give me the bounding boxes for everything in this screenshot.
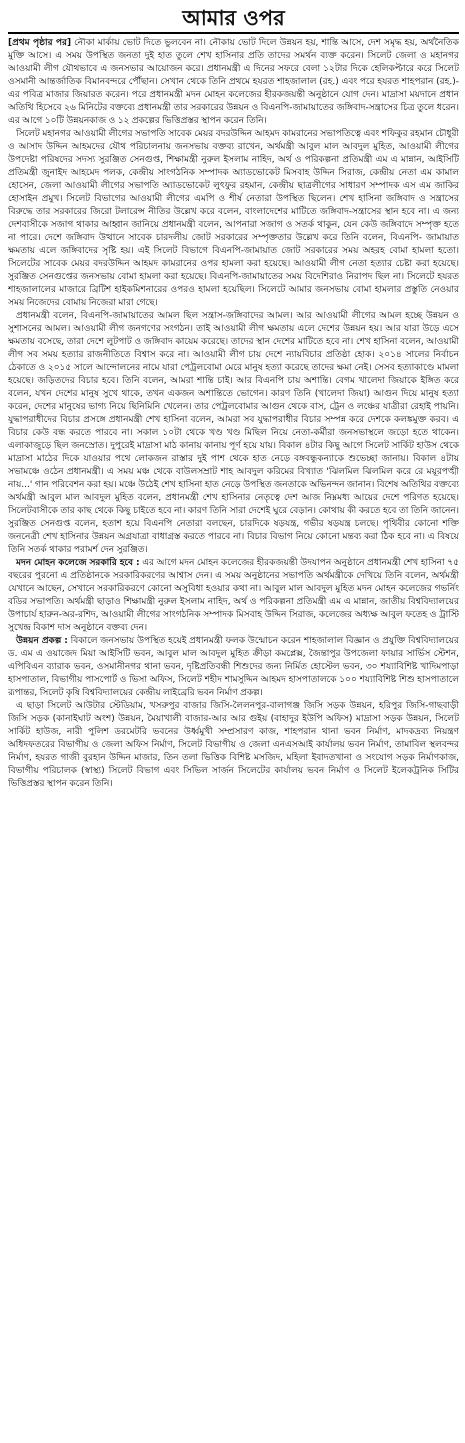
madan-text: এর আগে মদন মোহন কলেজের হীরকজয়ন্তী উদযাপন অনুষ্ঠানে প্রধানমন্ত্রী শেখ হাসিনা ৭৫ বছরের পুরনো এ প্রতিষ্ঠানকে সরকারিকরণের আশ্বাস দেন। এ সময় অনুষ্ঠানের সভাপতি অর্থমন্ত্রীকে দেখিয়ে তিনি বলেন, অর্থমন্ত্রী যেখানে আছেন, সেখানে সরকারিকরণে কোনো অসুবিধা হওয়ার কথা না। আবুল মাল আবদুল মুহিত মদন মোহন কলেজের গভর্নিং বডির সভাপতি। অর্থমন্ত্রী ছাড়াও শিক্ষামন্ত্রী নুরুল ইসলাম নাহিদ, অর্থ ও পরিকল্পনা প্রতিমন্ত্রী এম এ মান্নান, জাতীয় বিশ্ববিদ্যালয়ের উপাচার্য হারুন-অর-রশিদ, আওয়ামী লীগের সাংগঠনিক সম্পাদক মিসবাহ উদ্দিন সিরাজ, কলেজের অধ্যক্ষ আবুল ফতেহ ও ট্রাস্টি সুখেন্দ্র বিকাশ দাস অনুষ্ঠানে বক্তব্য দেন। <box>8 558 459 633</box>
projects-section <box>8 635 459 700</box>
madan-section <box>8 557 459 635</box>
paragraph-3: প্রধানমন্ত্রী বলেন, বিএনপি-জামায়াতের আমল ছিল সন্ত্রাস-জঙ্গিবাদের আমল। আর আওয়ামী লীগের আমল হচ্ছে উন্নয়ন ও সুশাসনের আমল। আওয়ামী লীগ জনগণের সংগঠন। তাই আওয়ামী লীগ ক্ষমতায় এলে দেশের উন্নয়ন হয়। আর যারা উড়ে এসে ক্ষমতায় বসেছে, তারা দেশে লুটপাট ও জঙ্গিবাদ কায়েম করেছে। তাদের স্থান দেশের মাটিতে হবে না। শেখ হাসিনা বলেন, আওয়ামী লীগ সব সময় হত্যার রাজনীতিতে বিশ্বাস করে না। আওয়ামী লীগ চায় দেশে ন্যায়বিচার প্রতিষ্ঠা হোক। ২০১৪ সালের নির্বাচন ঠেকাতে ও ২০১৫ সালে আন্দোলনের নামে যারা পেট্রলবোমা মেরে মানুষ হত্যা করেছে তাদের ক্ষমা নেই। সেসব হত্যাকাণ্ডে মামলা হয়েছে। জড়িতদের বিচার হবে। তিনি বলেন, আমরা শান্তি চাই। আর বিএনপি চায় অশান্তি। বেগম খালেদা জিয়াকে ইঙ্গিত করে বলেন, যখন দেশের মানুষ সুখে থাকে, তখন একজন অশান্তিতে ভোগেন। কারণ তিনি (খালেদা জিয়া) আগুন দিয়ে মানুষ হত্যা করেন, দেশের মানুষের ভাগ্য নিয়ে ছিনিমিনি খেলেন। তার পেট্রলবোমার আগুন থেকে বাস, ট্রেন ও লঞ্চের যাত্রীরা রেহাই পায়নি। যুদ্ধাপরাধীদের বিচার প্রসঙ্গে প্রধানমন্ত্রী শেখ হাসিনা বলেন, আমরা সব যুদ্ধাপরাধীর বিচার সম্পন্ন করে দেশকে কলঙ্কমুক্ত করব। এ বিচার কেউ বন্ধ করতে পারবে না। সকাল ১০টা থেকে খণ্ড খণ্ড মিছিল নিয়ে নেতা-কর্মীরা জনসভাস্থলে জড়ো হতে থাকেন। এলাকাজুড়ে ছিল জনস্রোত। দুপুরেই মাদ্রাসা মাঠ কানায় কানায় পূর্ণ হয়ে যায়। বিকাল ৪টার কিছু আগে সিলেট সার্কিট হাউস থেকে মাদ্রাসা মাঠের দিকে যাওয়ার পথে লোকজন রাস্তার দুই পাশ থেকে হাত নেড়ে বঙ্গবন্ধুকন্যাকে শুভেচ্ছা জানায়। বিকাল ৪টায় সভামঞ্চে ওঠেন প্রধানমন্ত্রী। এ সময় মঞ্চ থেকে বাউলসম্রাট শাহ আবদুল করিমের বিখ্যাত 'ঝিলমিল ঝিলমিল করে রে ময়ূরপঙ্খী নায়...' গান পরিবেশন করা হয়। মঞ্চে উঠেই শেখ হাসিনা হাত নেড়ে উপস্থিত জনতাকে অভিনন্দন জানান। বিশেষ অতিথির বক্তব্যে অর্থমন্ত্রী আবুল মাল আবদুল মুহিত বলেন, প্রধানমন্ত্রী শেখ হাসিনার নেতৃত্বে দেশ আজ নিম্নমধ্য আয়ের দেশে পরিণত হয়েছে। সিলেটবাসীকে তার কাছ থেকে কিছু চাইতে হবে না। কারণ তিনি সারা দেশেই ঘুরে বেড়ান। কোথায় কী করতে হবে তা তিনি জানেন। সুরঞ্জিত সেনগুপ্ত বলেন, হতাশ হয়ে বিএনপি নেতারা বলছেন, চারদিকে ষড়যন্ত্র, গভীর ষড়যন্ত্র চলছে। পৃথিবীর কোনো শক্তি জননেত্রী শেখ হাসিনার উন্নয়ন অগ্রযাত্রা বাধাগ্রস্ত করতে পারবে না। বিচার বিভাগ নিয়ে কোনো মন্তব্য করা ঠিক হবে না। এ বিষয়ে তিনি সতর্ক থাকার পরামর্শ দেন সুরঞ্জিত। <box>8 311 459 555</box>
projects-text: বিকালে জনসভায় উপস্থিত হয়েই প্রধানমন্ত্রী ফলক উন্মোচন করেন শাহজালাল বিজ্ঞান ও প্রযুক্তি বিশ্ববিদ্যালয়ের ড. এম এ ওয়াজেদ মিয়া আইসিটি ভবন, আবুল মাল আবদুল মুহিত ক্রীড়া কমপ্লেক্স, জৈন্তাপুর উপজেলা ফায়ার সার্ভিস স্টেশন, এপিবিএন ব্যারাক ভবন, ওসমানীনগর থানা ভবন, দৃষ্টিপ্রতিবন্ধী শিশুদের জন্য নির্মিত হোস্টেল ভবন, ৩০ শয্যাবিশিষ্ট খাদিমপাড়া হাসপাতাল, বিভাগীয় পাসপোর্ট ও ভিসা অফিস, সিলেট শহীদ শামসুদ্দিন আহমদ হাসপাতালকে ১০০ শয্যাবিশিষ্ট শিশু হাসপাতালে রূপান্তর, সিলেট কৃষি বিশ্ববিদ্যালয়ের কেন্দ্রীয় লাইব্রেরি ভবন নির্মাণ প্রকল্প। <box>8 636 459 698</box>
article-body <box>8 37 459 791</box>
paragraph-2: সিলেট মহানগর আওয়ামী লীগের সভাপতি সাবেক মেয়র বদরউদ্দিন আহমদ কামরানের সভাপতিত্বে এবং শফিকুর রহমান চৌধুরী ও আসাদ উদ্দিন আহমদের যৌথ পরিচালনায় জনসভায় বক্তব্য রাখেন, অর্থমন্ত্রী আবুল মাল আবদুল মুহিত, আওয়ামী লীগের উপদেষ্টা পরিষদের সদস্য সুরঞ্জিত সেনগুপ্ত, শিক্ষামন্ত্রী নুরুল ইসলাম নাহিদ, অর্থ ও পরিকল্পনা প্রতিমন্ত্রী এম এ মান্নান, আইসিটি প্রতিমন্ত্রী জুনাইদ আহমেদ পলক, কেন্দ্রীয় সাংগঠনিক সম্পাদক অ্যাডভোকেট মিসবাহ উদ্দিন সিরাজ, কেন্দ্রীয় নেতা এম কামাল হোসেন, জেলা আওয়ামী লীগের সভাপতি অ্যাডভোকেট লুৎফুর রহমান, কেন্দ্রীয় ছাত্রলীগের সাধারণ সম্পাদক এস এম জাকির হোসাইন প্রমুখ। সিলেট বিভাগের আওয়ামী লীগের এমপি ও শীর্ষ নেতারা উপস্থিত ছিলেন। শেখ হাসিনা জঙ্গিবাদ ও সন্ত্রাসের বিরুদ্ধে তার সরকারের জিরো টলারেন্স নীতির উল্লেখ করে বলেন, বাংলাদেশের মাটিতে জঙ্গিবাদ-সন্ত্রাসের স্থান হবে না। এ জন্য দেশবাসীকে সজাগ থাকার আহ্বান জানিয়ে প্রধানমন্ত্রী বলেন, আপনারা সজাগ ও সতর্ক থাকুন, যেন কেউ জঙ্গিবাদে সম্পৃক্ত হতে না পারে। দেশে জঙ্গিবাদ উত্থানে সাবেক চারদলীয় জোট সরকারের সম্পৃক্ততার উল্লেখ করে তিনি বলেন, বিএনপি- জামায়াত ক্ষমতায় এলে জঙ্গিবাদের সৃষ্টি হয়। এই সিলেট বিভাগে বিএনপি-জামায়াত জোট সরকারের সময় অহরহ বোমা হামলা হতো। সিলেটের সাবেক মেয়র বদরউদ্দিন আহমদ কামরানের ওপর হামলা করা হয়েছে। আওয়ামী লীগ নেতা হত্যার চেষ্টা করা হয়েছে। সুরঞ্জিত সেনগুপ্তের জনসভায় বোমা হামলা করা হয়েছে। বিএনপি-জামায়াতের সময় বিদেশিরাও নিরাপদ ছিল না। সিলেটে হযরত শাহজালালের মাজারে ব্রিটিশ হাইকমিশনারের ওপরও হামলা হয়েছিল। সিলেটে আমার জনসভায় বোমা হামলার প্রস্তুতি নেওয়ার সময় নিজেদের বোমায় নিজেরা মারা গেছে। <box>8 129 459 308</box>
paragraph-1 <box>8 37 459 128</box>
headline-rule <box>8 32 459 34</box>
paragraph-1-text: নৌকা মার্কায় ভোট দিতে ভুলবেন না। নৌকায় ভোট দিলে উন্নয়ন হয়, শান্তি আসে, দেশ সমৃদ্ধ হয়, অর্থনৈতিক মুক্তি আসে। এ সময় উপস্থিত জনতা দুই হাত তুলে শেখ হাসিনার প্রতি তাদের সমর্থন ব্যক্ত করেন। সিলেট জেলা ও মহানগর আওয়ামী লীগ যৌথভাবে এ জনসভার আয়োজন করে। প্রধানমন্ত্রী এ দিনের সফরে বেলা ১২টার দিকে হেলিকপ্টারে করে সিলেট ওসমানী আন্তর্জাতিক বিমানবন্দরে পৌঁছান। সেখান থেকে তিনি প্রথমে হযরত শাহজালাল (রহ.) এবং পরে হযরত শাহপরান (রহ.)-এর পবিত্র মাজার জিয়ারত করেন। পরে প্রধানমন্ত্রী মদন মোহন কলেজের হীরকজয়ন্তী অনুষ্ঠানে যোগ দেন। মাদ্রাসা ময়দানে প্রধান অতিথি হিসেবে ২৬ মিনিটের বক্তব্যে প্রধানমন্ত্রী তার সরকারের উন্নয়ন ও বিএনপি-জামায়াতের জঙ্গিবাদ-সন্ত্রাসের চিত্র তুলে ধরেন। এর আগে ১০টি উন্নয়নকাজ ও ১২ প্রকল্পের ভিত্তিপ্রস্তর স্থাপন করেন তিনি। <box>8 38 459 126</box>
projects-heading: উন্নয়ন প্রকল্প : <box>16 636 68 646</box>
headline: আমার ওপর <box>182 5 285 30</box>
madan-heading: মদন মোহন কলেজে সরকারি হবে : <box>16 558 140 568</box>
continued-tag: [প্রথম পৃষ্ঠার পর] <box>8 38 72 48</box>
projects-section-2: এ ছাড়া সিলেট আউটার স্টেডিয়াম, খসরুপুর বাজার জিসি-লৈলনপুর-বালাগঞ্জ জিসি সড়ক উন্নয়ন, হরিপুর জিসি-গাছবাড়ী জিসি সড়ক (কানাইঘাট অংশ) উন্নয়ন, মৈয়াখালী বাজার-আর আর গুইয় (বাহাদুর ইউপি অফিস) মাদ্রাসা সড়ক উন্নয়ন, সিলেট সার্কিট হাউজ, নারী পুলিশ ডরমেটরি ভবনের উর্ধ্বমুখী সম্প্রসারণ কাজ, শাহপরান থানা ভবন নির্মাণ, মাদকদ্রব্য নিয়ন্ত্রণ অধিদফতরের বিভাগীয় ও জেলা অফিস নির্মাণ, সিলেট বিভাগীয় ও জেলা এনএসআই কার্যালয় ভবন নির্মাণ, তামাবিল স্থলবন্দর নির্মাণ, হযরত গাজী বুরহান উদ্দিন মাজার, তিন তলা ভিত্তিক বিশিষ্ট মসজিদ, মহিলা ইবাদতখানা ও সংযোগ সড়ক নির্মাণকাজ, বিভাগীয় পরিচালক (স্বাস্থ্য) সিলেট বিভাগ এবং সিভিল সার্জন সিলেটের কার্যালয় ভবন নির্মাণ ও সিলেট ইলেকট্রনিক সিটির ভিত্তিপ্রস্তর স্থাপন করেন তিনি। <box>8 701 459 789</box>
newspaper-page <box>8 0 459 1443</box>
